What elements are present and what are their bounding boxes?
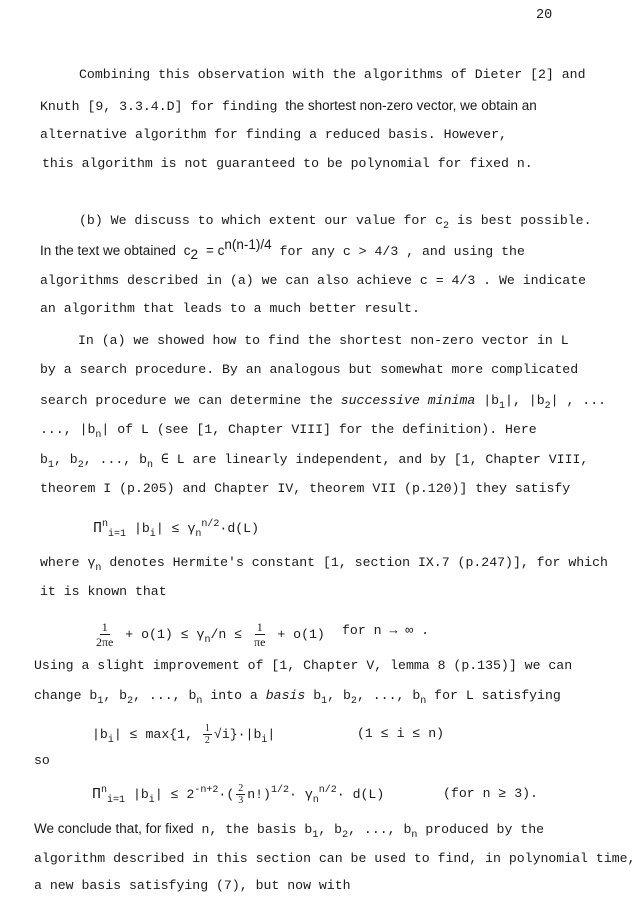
fraction bbox=[252, 620, 267, 649]
text: n, the basis b bbox=[193, 822, 313, 837]
equation-product-bound bbox=[93, 520, 259, 538]
text: the shortest non-zero vector, we obtain an bbox=[285, 98, 537, 113]
equation-condition bbox=[443, 785, 538, 803]
text-line bbox=[40, 554, 608, 572]
numerator: 2 bbox=[238, 783, 244, 794]
math: , b bbox=[327, 688, 351, 703]
text-line bbox=[79, 66, 585, 84]
text-line bbox=[34, 877, 351, 895]
text: alternative algorithm for finding a reduced basis. However, bbox=[40, 127, 507, 142]
text-line bbox=[40, 237, 525, 262]
subscript: n bbox=[95, 430, 102, 441]
superscript: n/2 bbox=[201, 519, 220, 530]
text: algorithms described in (a) we can also achieve c = 4/3 . We indicate bbox=[40, 273, 587, 288]
text-line bbox=[40, 272, 586, 290]
text: denotes Hermite's constant [1, section IX.7 (p.247)], for which bbox=[101, 555, 608, 570]
math: where γ bbox=[40, 555, 96, 570]
subscript: n bbox=[204, 634, 211, 646]
math: change b bbox=[34, 688, 98, 703]
math: , ..., b bbox=[348, 822, 412, 837]
text-line bbox=[40, 97, 537, 116]
text-line bbox=[40, 392, 606, 410]
math: √i}·|b bbox=[213, 726, 262, 742]
subscript: i bbox=[148, 794, 155, 806]
text: Combining this observation with the algorithms of Dieter [2] and bbox=[79, 67, 586, 82]
math: , ..., b bbox=[356, 688, 421, 703]
subscript: 1 bbox=[321, 696, 328, 707]
superscript: 1/2 bbox=[270, 784, 289, 796]
subscript: 2 bbox=[544, 401, 551, 412]
subscript: 2 bbox=[443, 221, 450, 232]
text: In (a) we showed how to find the shortest non-zero vector in L bbox=[78, 333, 569, 348]
text-line bbox=[40, 421, 537, 439]
numerator: 1 bbox=[256, 620, 263, 634]
math: ·( bbox=[218, 786, 235, 802]
subscript: i bbox=[261, 734, 268, 746]
text: by a search procedure. By an analogous but somewhat more complicated bbox=[40, 362, 579, 377]
text: for any c > 4/3 , and using the bbox=[279, 244, 525, 259]
text-line bbox=[40, 361, 578, 379]
text: Knuth [9, 3.3.4.D] for finding bbox=[40, 99, 278, 114]
math: | ≤ 2 bbox=[154, 786, 195, 802]
text: into a bbox=[202, 688, 258, 703]
math: |b bbox=[92, 726, 108, 742]
text: | of L (see [1, Chapter VIII] for the definition). Here bbox=[101, 422, 537, 437]
subscript: 1 bbox=[47, 460, 54, 471]
superscript: n bbox=[102, 519, 109, 530]
text: Using a slight improvement of [1, Chapter V, lemma 8 (p.135)] we can bbox=[34, 658, 573, 673]
subscript: 2 bbox=[350, 696, 357, 707]
subscript: i bbox=[149, 529, 156, 540]
text-line bbox=[34, 687, 561, 705]
equation-hermite-bounds bbox=[92, 620, 325, 649]
text-line bbox=[40, 480, 570, 498]
subscript: n bbox=[411, 830, 418, 841]
text: so bbox=[34, 753, 50, 768]
text: for L satisfying bbox=[426, 688, 561, 703]
subscript: 2 bbox=[127, 696, 134, 707]
subscript: 2 bbox=[190, 247, 199, 262]
text-line bbox=[34, 657, 572, 675]
text: In the text we obtained bbox=[40, 243, 176, 258]
text-line bbox=[40, 583, 167, 601]
math: = c bbox=[205, 243, 225, 258]
fraction bbox=[203, 723, 212, 746]
equation-condition bbox=[357, 725, 444, 743]
text: We conclude that, for fixed bbox=[34, 821, 194, 836]
math: b bbox=[305, 688, 322, 703]
math: , ..., b bbox=[83, 452, 148, 467]
numerator: 1 bbox=[204, 723, 210, 734]
text: algorithm described in this section can be used to find, in polynomial time, bbox=[34, 851, 635, 866]
text: (b) We discuss to which extent our value for c bbox=[79, 213, 444, 228]
text: ∈ L are linearly independent, and by [1, Chapter VIII, bbox=[153, 452, 589, 467]
math: | ≤ γ bbox=[155, 521, 196, 536]
subscript: n bbox=[147, 460, 154, 471]
math: | ≤ max{1, bbox=[113, 726, 201, 742]
text-line bbox=[34, 850, 635, 868]
text: is best possible. bbox=[449, 213, 592, 228]
text: (for n ≥ 3). bbox=[443, 786, 538, 801]
equation-basis-bound bbox=[92, 723, 275, 746]
math: c bbox=[183, 243, 191, 258]
text: for n → ∞ . bbox=[342, 623, 430, 638]
text: theorem I (p.205) and Chapter IV, theorem VII (p.120)] they satisfy bbox=[40, 481, 571, 496]
math: |, |b bbox=[505, 393, 545, 408]
math: |b bbox=[126, 521, 150, 536]
math: | , ... bbox=[550, 393, 607, 408]
text: this algorithm is not guaranteed to be polynomial for fixed n. bbox=[42, 156, 533, 171]
denominator: πe bbox=[254, 635, 266, 649]
math: Π bbox=[93, 520, 103, 537]
subscript: i=1 bbox=[108, 529, 127, 540]
subscript: n bbox=[312, 794, 319, 806]
math: · γ bbox=[289, 786, 313, 802]
text: (1 ≤ i ≤ n) bbox=[357, 726, 445, 741]
subscript: n bbox=[195, 529, 202, 540]
math: /n ≤ bbox=[210, 626, 251, 642]
denominator: 2πe bbox=[96, 635, 114, 649]
page-number: 20 bbox=[536, 8, 553, 23]
text: produced by the bbox=[417, 822, 545, 837]
text-line bbox=[34, 752, 50, 770]
subscript: 2 bbox=[77, 460, 84, 471]
equation-condition bbox=[342, 622, 429, 640]
math: |b bbox=[125, 786, 149, 802]
math: , b bbox=[103, 688, 128, 703]
subscript: n bbox=[196, 696, 203, 707]
math: , b bbox=[318, 822, 343, 837]
subscript: i bbox=[107, 734, 114, 746]
denominator: 2 bbox=[204, 735, 210, 746]
text: it is known that bbox=[40, 584, 167, 599]
text: an algorithm that leads to a much better result. bbox=[40, 301, 420, 316]
math: b bbox=[40, 452, 48, 467]
math: | bbox=[267, 726, 276, 742]
subscript: i=1 bbox=[107, 794, 126, 806]
text-line bbox=[40, 451, 588, 469]
text-line bbox=[40, 126, 507, 144]
subscript: n bbox=[95, 563, 102, 574]
superscript: -n+2 bbox=[194, 784, 219, 796]
text-line bbox=[79, 212, 592, 230]
fraction bbox=[236, 783, 245, 806]
math: n!) bbox=[247, 786, 271, 802]
italic-text: basis bbox=[265, 688, 306, 703]
math: , ..., b bbox=[133, 688, 197, 703]
text: search procedure we can determine the bbox=[40, 393, 333, 408]
fraction bbox=[94, 620, 115, 649]
subscript: 2 bbox=[342, 830, 349, 841]
text-line bbox=[78, 332, 569, 350]
subscript: n bbox=[420, 696, 427, 707]
subscript: 1 bbox=[499, 401, 506, 412]
text-line bbox=[42, 155, 533, 173]
denominator: 3 bbox=[238, 795, 244, 806]
math: , b bbox=[53, 452, 78, 467]
superscript: n(n-1)/4 bbox=[224, 237, 272, 252]
math: Π bbox=[92, 785, 102, 803]
text-line bbox=[40, 300, 420, 318]
math: |b bbox=[475, 393, 500, 408]
subscript: 1 bbox=[312, 830, 319, 841]
math: · d(L) bbox=[336, 786, 385, 802]
text-line bbox=[34, 820, 544, 839]
subscript: 1 bbox=[97, 696, 104, 707]
text: a new basis satisfying (7), but now with bbox=[34, 878, 351, 893]
math: ..., |b bbox=[40, 422, 96, 437]
numerator: 1 bbox=[101, 620, 108, 634]
italic-text: successive minima bbox=[340, 393, 476, 408]
superscript: n bbox=[101, 784, 108, 796]
equation-final-bound bbox=[92, 783, 384, 806]
math: ·d(L) bbox=[219, 521, 259, 536]
math: + o(1) ≤ γ bbox=[117, 626, 205, 642]
math: + o(1) bbox=[269, 626, 325, 642]
superscript: n/2 bbox=[318, 784, 337, 796]
